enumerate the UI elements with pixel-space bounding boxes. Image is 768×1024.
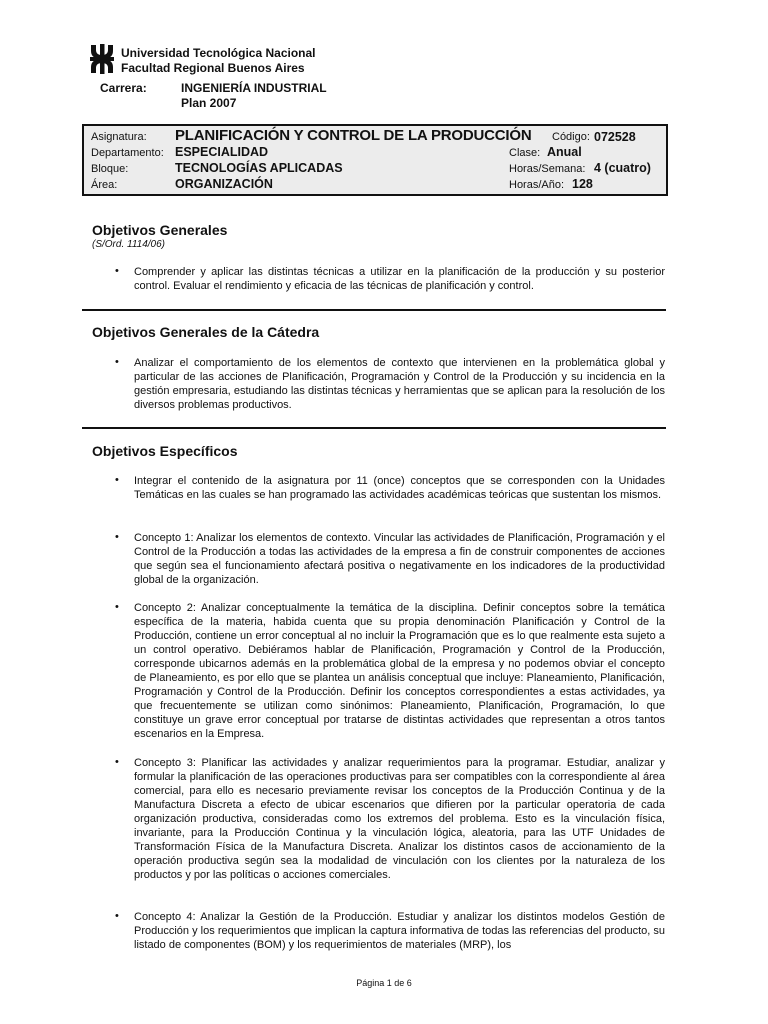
objetivos-especificos-title: Objetivos Específicos <box>92 443 238 459</box>
ordinance-ref: (S/Ord. 1114/06) <box>92 239 165 250</box>
codigo-value: 072528 <box>594 130 636 144</box>
horas-semana-value: 4 (cuatro) <box>594 161 651 175</box>
subject-info-box <box>82 124 668 196</box>
section-divider <box>82 427 666 429</box>
bullet: • <box>115 531 119 543</box>
bullet: • <box>115 474 119 486</box>
carrera-label: Carrera: <box>100 81 147 95</box>
bullet: • <box>115 265 119 277</box>
asignatura-value: PLANIFICACIÓN Y CONTROL DE LA PRODUCCIÓN <box>175 127 532 144</box>
list-item: Concepto 1: Analizar los elementos de contexto. Vincular las actividades de Planificación, Programación y el Control de la Producción a todas las actividades de la empresa a fin de construir componentes de acciones que según sea el funcionamiento afectará positiva o negativamente en los indicadores de la productividad global de la organización. <box>134 532 665 586</box>
departamento-label: Departamento: <box>91 147 164 159</box>
list-item: Integrar el contenido de la asignatura por 11 (once) conceptos que se corresponden con la Unidades Temáticas en las cuales se han programado las actividades académicas teóricas que sustentan los mismos. <box>134 475 665 501</box>
codigo-label: Código: <box>552 131 590 143</box>
bullet: • <box>115 356 119 368</box>
objetivos-generales-title: Objetivos Generales <box>92 222 228 238</box>
list-item: Concepto 3: Planificar las actividades y analizar requerimientos para la programar. Estudiar, analizar y formular la planificación de las operaciones productivas para ser compatibles con la correspondiente al área comercial, para ello es necesario previamente revisar los conceptos de la Producción Continua y de la Manufactura Discreta a efecto de ubicar escenarios que difieren por la particular operatoria de cada organización productiva, consideradas como los extremos del problema. Esto es la vinculación física, invariante, para la Producción Continua y la vinculación lógica, aleatoria, para las UTF Unidades de Transformación Física de la Manufactura Discreta. Analizar los distintos casos de accionamiento de la operación productiva según sea la modalidad de vinculación con los clientes por la naturaleza de los productos y por las políticas o acciones comerciales. <box>134 757 665 881</box>
departamento-value: ESPECIALIDAD <box>175 145 269 159</box>
page-number: Página 1 de 6 <box>356 978 412 988</box>
list-item: Concepto 4: Analizar la Gestión de la Producción. Estudiar y analizar los distintos modelos Gestión de Producción y los requerimientos que implican la captura informativa de todas las referencias del producto, su listado de componentes (BOM) y los requerimientos de materiales (MRP), los <box>134 911 665 951</box>
list-item: Concepto 2: Analizar conceptualmente la temática de la disciplina. Definir conceptos sobre la temática específica de la materia, habida cuenta que su propia denominación Planificación y Control de la Producción, contiene un error conceptual al no incluir la Programación que es lo que realmente esta sujeto a un control operativo. Debiéramos hablar de Planificación, Programación y Control de la Producción, corresponde ubicarnos además en la problemática global de la empresa y no podemos obviar el concepto de Planeamiento, es por ello que se plantea un análisis conceptual que incluye: Planeamiento, Planificación, Programación y Control de la Producción. Definir los conceptos correspondientes a estas actividades, ya que frecuentemente se utilizan como sinónimos: Planeamiento, Planificación, Programación, lo que constituye un grave error conceptual por tratarse de distintas actividades que representan a otros tantos escenarios en la Empresa. <box>134 602 665 740</box>
horas-anio-value: 128 <box>572 177 593 191</box>
clase-label: Clase: <box>509 147 541 159</box>
utn-logo-icon <box>90 44 114 74</box>
horas-semana-label: Horas/Semana: <box>509 163 586 175</box>
bullet: • <box>115 601 119 613</box>
carrera-value: INGENIERÍA INDUSTRIAL <box>181 81 327 95</box>
bloque-value: TECNOLOGÍAS APLICADAS <box>175 161 343 175</box>
area-value: ORGANIZACIÓN <box>175 177 273 191</box>
university-header <box>121 46 316 76</box>
clase-value: Anual <box>547 145 582 159</box>
section-divider <box>82 309 666 311</box>
list-item: Comprender y aplicar las distintas técnicas a utilizar en la planificación de la producción y su posterior control. Evaluar el rendimiento y eficacia de las técnicas de planificación y control. <box>134 266 665 292</box>
bullet: • <box>115 910 119 922</box>
plan-value: Plan 2007 <box>181 96 237 110</box>
area-label: Área: <box>91 179 118 191</box>
bullet: • <box>115 756 119 768</box>
university-name: Universidad Tecnológica Nacional <box>121 46 316 60</box>
list-item: Analizar el comportamiento de los elementos de contexto que intervienen en la problemática global y particular de las acciones de Planificación, Programación y Control de la Producción y su incidencia en la gestión empresaria, estudiando las distintas técnicas y herramientas que se aplican para la resolución de los diversos problemas productivos. <box>134 357 665 411</box>
horas-anio-label: Horas/Año: <box>509 179 565 191</box>
faculty-name: Facultad Regional Buenos Aires <box>121 61 305 75</box>
objetivos-catedra-title: Objetivos Generales de la Cátedra <box>92 324 320 340</box>
asignatura-label: Asignatura: <box>91 131 147 143</box>
bloque-label: Bloque: <box>91 163 129 175</box>
